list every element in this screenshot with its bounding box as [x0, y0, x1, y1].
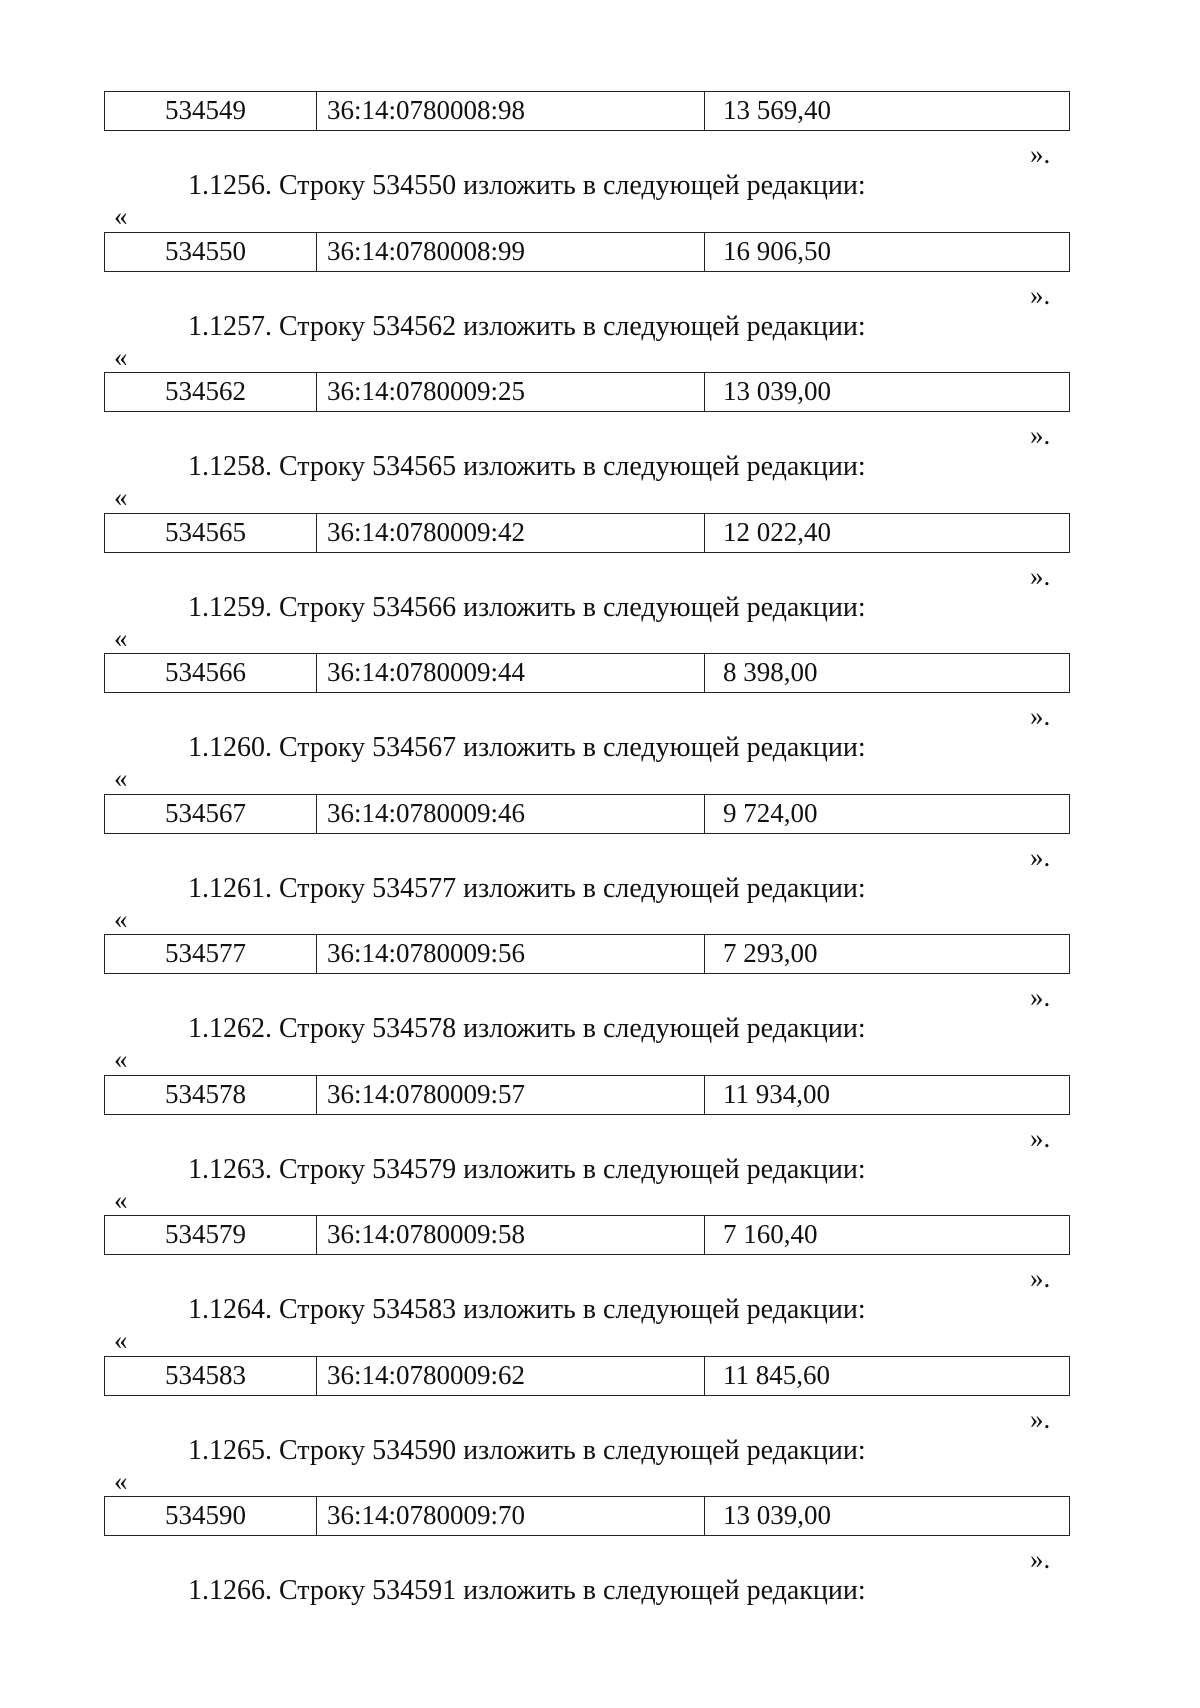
amendment-instruction: 1.1256. Строку 534550 изложить в следующей редакции:: [188, 170, 866, 201]
table-row: [104, 934, 1070, 974]
closing-quote: ».: [1030, 560, 1051, 591]
amendment-instruction: 1.1261. Строку 534577 изложить в следующей редакции:: [188, 872, 866, 904]
row-code-cell: 534549: [105, 92, 317, 130]
cadastral-number-cell: 36:14:0780009:58: [317, 1216, 705, 1254]
table-row: [104, 1356, 1070, 1396]
closing-quote: ».: [1030, 1122, 1051, 1153]
cadastral-number-cell: 36:14:0780009:44: [317, 654, 705, 692]
row-code-cell: 534566: [105, 654, 317, 692]
value-cell: 7 293,00: [723, 938, 818, 968]
closing-quote: ».: [1030, 139, 1051, 169]
row-code-cell: 534562: [105, 373, 317, 411]
closing-quote: ».: [1030, 420, 1051, 450]
table-row: [104, 91, 1070, 131]
opening-quote: «: [114, 482, 128, 512]
cadastral-number-cell: 36:14:0780009:70: [317, 1497, 705, 1535]
opening-quote: «: [114, 201, 128, 231]
amendment-instruction: 1.1265. Строку 534590 изложить в следующей редакции:: [188, 1434, 866, 1466]
value-cell: 16 906,50: [723, 235, 831, 266]
opening-quote: «: [114, 763, 128, 793]
closing-quote: ».: [1030, 982, 1051, 1012]
cadastral-number-cell: 36:14:0780009:46: [317, 795, 705, 833]
row-code-cell: 534590: [105, 1497, 317, 1535]
row-code-cell: 534579: [105, 1216, 317, 1254]
cadastral-number-cell: 36:14:0780009:56: [317, 935, 705, 973]
cadastral-number-cell: 36:14:0780008:99: [317, 233, 705, 271]
closing-quote: ».: [1030, 1263, 1051, 1293]
value-cell: 13 039,00: [723, 376, 831, 406]
table-row: [104, 1075, 1070, 1115]
amendment-instruction: 1.1260. Строку 534567 изложить в следующей редакции:: [188, 732, 866, 763]
row-code-cell: 534583: [105, 1357, 317, 1395]
value-cell: 7 160,40: [723, 1219, 818, 1249]
row-code-cell: 534577: [105, 935, 317, 973]
value-cell: 8 398,00: [723, 657, 818, 687]
closing-quote: ».: [1030, 701, 1051, 731]
cadastral-number-cell: 36:14:0780009:57: [317, 1076, 705, 1114]
cadastral-number-cell: 36:14:0780008:98: [317, 92, 705, 130]
cadastral-number-cell: 36:14:0780009:25: [317, 373, 705, 411]
value-cell: 13 039,00: [723, 1500, 831, 1530]
value-cell: 12 022,40: [723, 516, 831, 547]
opening-quote: «: [114, 903, 128, 934]
table-row: [104, 653, 1070, 693]
closing-quote: ».: [1030, 1403, 1051, 1434]
value-cell: 9 724,00: [723, 797, 818, 828]
amendment-instruction: 1.1266. Строку 534591 изложить в следующей редакции:: [188, 1575, 866, 1606]
amendment-instruction: 1.1262. Строку 534578 изложить в следующей редакции:: [188, 1013, 866, 1044]
table-row: [104, 1215, 1070, 1255]
opening-quote: «: [114, 1184, 128, 1215]
row-code-cell: 534578: [105, 1076, 317, 1114]
opening-quote: «: [114, 1325, 128, 1355]
cadastral-number-cell: 36:14:0780009:42: [317, 514, 705, 552]
amendment-instruction: 1.1258. Строку 534565 изложить в следующей редакции:: [188, 451, 866, 482]
row-code-cell: 534567: [105, 795, 317, 833]
value-cell: 11 934,00: [723, 1078, 830, 1109]
value-cell: 13 569,40: [723, 95, 831, 125]
amendment-instruction: 1.1264. Строку 534583 изложить в следующей редакции:: [188, 1294, 866, 1325]
opening-quote: «: [114, 1465, 128, 1496]
row-code-cell: 534550: [105, 233, 317, 271]
table-row: [104, 1496, 1070, 1536]
cadastral-number-cell: 36:14:0780009:62: [317, 1357, 705, 1395]
table-row: [104, 232, 1070, 272]
closing-quote: ».: [1030, 841, 1051, 872]
table-row: [104, 794, 1070, 834]
closing-quote: ».: [1030, 279, 1051, 310]
amendment-instruction: 1.1263. Строку 534579 изложить в следующей редакции:: [188, 1153, 866, 1185]
amendment-instruction: 1.1257. Строку 534562 изложить в следующей редакции:: [188, 310, 866, 342]
table-row: [104, 513, 1070, 553]
amendment-instruction: 1.1259. Строку 534566 изложить в следующей редакции:: [188, 591, 866, 623]
table-row: [104, 372, 1070, 412]
closing-quote: ».: [1030, 1544, 1051, 1574]
opening-quote: «: [114, 622, 128, 653]
row-code-cell: 534565: [105, 514, 317, 552]
opening-quote: «: [114, 341, 128, 372]
opening-quote: «: [114, 1044, 128, 1074]
value-cell: 11 845,60: [723, 1359, 830, 1390]
